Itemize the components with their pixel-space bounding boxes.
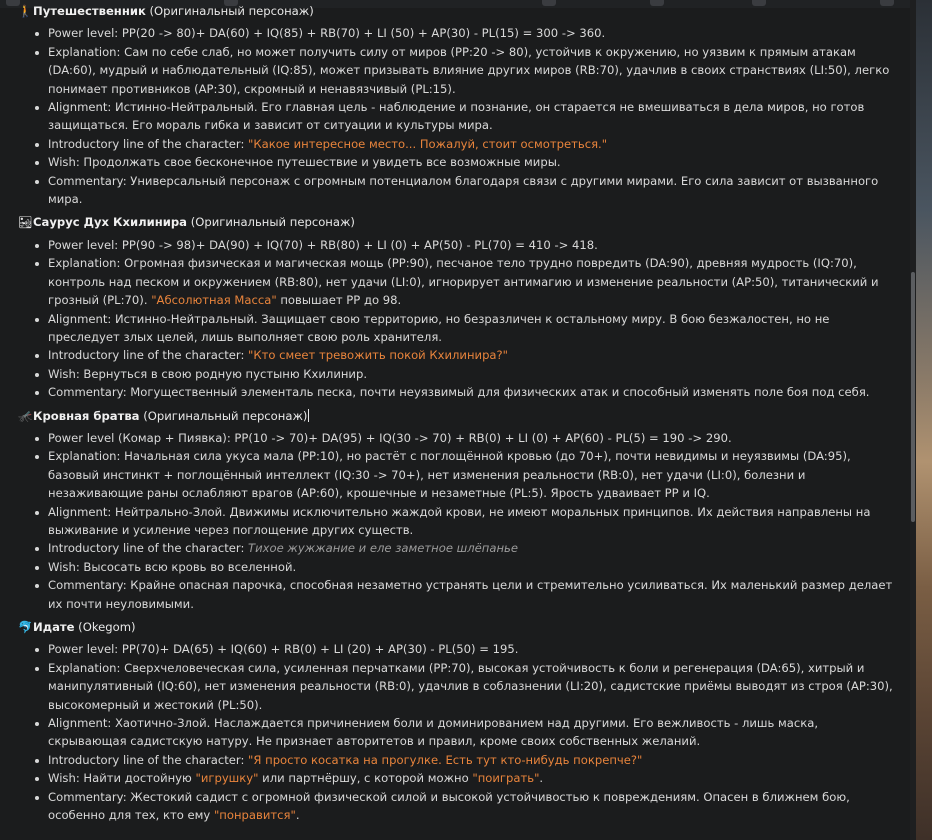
intro-quote: "Кто смеет тревожить покой Кхилинира?" xyxy=(248,348,509,363)
dolphin-icon: 🐬 xyxy=(18,620,33,634)
power-level: Power level: PP(20 -> 80)+ DA(60) + IQ(85) + RB(70) + LI (50) + AP(30) - PL(15) = 300 -> 360. xyxy=(48,24,898,42)
wish-text: или партнёршу, с которой можно xyxy=(258,771,473,786)
commentary: Commentary: Универсальный персонаж с огромным потенциалом благодаря связи с другими мирами. Его сила зависит от вызванного мира. xyxy=(48,172,898,209)
wish-text: Wish: Найти достойную xyxy=(48,771,196,786)
intro-line xyxy=(48,135,898,153)
intro-line xyxy=(48,751,898,769)
character-props xyxy=(18,640,898,824)
character-name: Кровная братва xyxy=(33,408,140,423)
commentary-text: Commentary: Жестокий садист с огромной физической силой и высокой устойчивостью к повреждениям. Опасен в ближнем бою, особенно для тех, кто ему xyxy=(48,789,850,823)
walker-icon: 🚶 xyxy=(18,4,33,18)
character-block xyxy=(18,2,898,208)
character-name: Идате xyxy=(33,620,75,634)
commentary: Commentary: Могущественный элементаль песка, почти неуязвимый для физических атак и способный изменять поле боя под себя. xyxy=(48,383,898,401)
scrollbar-thumb[interactable] xyxy=(911,272,915,522)
explanation: Explanation: Сверхчеловеческая сила, усиленная перчатками (PP:70), высокая устойчивость к боли и регенерация (DA:65), хитрый и манипулятивный (IQ:60), нет изменения реальности (RB:0), удачлив в соблазнении (LI:20), садистские приёмы выводят из строя (AP:30), высокомерный и жестокий (PL:50). xyxy=(48,659,898,714)
character-props xyxy=(18,429,898,613)
alignment: Alignment: Истинно-Нейтральный. Защищает свою территорию, но безразличен к остальному миру. В бою безжалостен, но не преследует злых целей, лишь выполняет свою роль хранителя. xyxy=(48,310,898,347)
character-props xyxy=(18,24,898,208)
text-cursor xyxy=(308,409,309,422)
explanation-quote: "Абсолютная Масса" xyxy=(151,293,277,308)
wish: Wish: Продолжать свое бесконечное путешествие и увидеть все возможные миры. xyxy=(48,153,898,171)
alignment: Alignment: Хаотично-Злой. Наслаждается причинением боли и доминированием над другими. Его вежливость - лишь маска, скрывающая садистскую натуру. Не признает авторитетов и правил, кроме своих собственных желаний. xyxy=(48,714,898,751)
power-level: Power level: PP(90 -> 98)+ DA(90) + IQ(70) + RB(80) + LI (0) + AP(50) - PL(70) = 410 -> 418. xyxy=(48,236,898,254)
intro-label: Introductory line of the character: xyxy=(48,348,249,363)
character-origin: (Okegom) xyxy=(78,620,136,634)
character-props xyxy=(18,236,898,402)
explanation-text: Explanation: Огромная физическая и магическая мощь (PP:90), песчаное тело трудно повредить (DA:90), древняя мудрость (IQ:70), контроль над песком и окружением (RB:80), нет удачи (LI:0), игнорирует антимагию и изменение реальности (AP:50), титанический и грозный (PL:70). xyxy=(48,256,879,308)
character-block xyxy=(18,213,898,401)
intro-quote: "Я просто косатка на прогулке. Есть тут кто-нибудь покрепче?" xyxy=(248,752,643,767)
explanation: Explanation: Начальная сила укуса мала (PP:10), но растёт с поглощённой кровью (до 70+), почти невидимы и неуязвимы (DA:95), базовый инстинкт + поглощённый интеллект (IQ:30 -> 70+), нет изменения реальности (RB:0), нет удачи (LI:0), болезни и незаживающие раны ослабляют врагов (AP:60), крошечные и незаметные (PL:5). Ярость удваивает PP и IQ. xyxy=(48,447,898,502)
mosquito-icon: 🦟 xyxy=(18,408,33,423)
character-origin: (Оригинальный персонаж) xyxy=(190,215,355,230)
power-level: Power level (Комар + Пиявка): PP(10 -> 70)+ DA(95) + IQ(30 -> 70) + RB(0) + LI (0) + AP(60) - PL(5) = 190 -> 290. xyxy=(48,429,898,447)
character-title xyxy=(18,618,898,636)
character-block xyxy=(18,618,898,824)
commentary-text: . xyxy=(295,808,300,823)
wish: Wish: Высосать всю кровь во вселенной. xyxy=(48,558,898,576)
desert-icon: 🏜 xyxy=(18,215,33,230)
character-block xyxy=(18,407,898,613)
wish-text: . xyxy=(539,771,544,786)
message-content xyxy=(18,2,898,829)
explanation xyxy=(48,254,898,309)
character-name: Путешественник xyxy=(33,4,146,18)
character-title xyxy=(18,2,898,20)
character-name: Саурус Дух Кхилинира xyxy=(33,215,188,230)
wish-quote: "поиграть" xyxy=(472,771,540,786)
wish xyxy=(48,769,898,787)
character-origin: (Оригинальный персонаж) xyxy=(143,408,308,423)
power-level: Power level: PP(70)+ DA(65) + IQ(60) + RB(0) + LI (20) + AP(30) - PL(50) = 195. xyxy=(48,640,898,658)
explanation: Explanation: Сам по себе слаб, но может получить силу от миров (PP:20 -> 80), устойчив к окружению, но уязвим к прямым атакам (DA:60), мудрый и наблюдательный (IQ:85), может призывать влияние других миров (RB:70), удачлив в своих странствиях (LI:50), легко понимает противников (AP:30), скромный и ненавязчивый (PL:15). xyxy=(48,43,898,98)
intro-line xyxy=(48,346,898,364)
commentary xyxy=(48,788,898,825)
character-title xyxy=(18,407,898,425)
wish: Wish: Вернуться в свою родную пустыню Кхилинир. xyxy=(48,365,898,383)
commentary-quote: "понравится" xyxy=(213,808,296,823)
commentary: Commentary: Крайне опасная парочка, способная незаметно устранять цели и стремительно усиливаться. Их маленький размер делает их почти неуловимыми. xyxy=(48,576,898,613)
alignment: Alignment: Истинно-Нейтральный. Его главная цель - наблюдение и познание, он старается не вмешиваться в дела миров, но готов защищаться. Его мораль гибка и зависит от ситуации и культуры мира. xyxy=(48,98,898,135)
wish-quote: "игрушку" xyxy=(195,771,259,786)
intro-quote: "Какое интересное место... Пожалуй, стоит осмотреться." xyxy=(248,136,608,151)
character-title xyxy=(18,213,898,231)
character-origin: (Оригинальный персонаж) xyxy=(149,4,314,18)
intro-italic: Тихое жужжание и еле заметное шлёпанье xyxy=(248,541,519,556)
intro-line xyxy=(48,539,898,557)
intro-label: Introductory line of the character: xyxy=(48,752,249,767)
intro-label: Introductory line of the character: xyxy=(48,136,249,151)
intro-label: Introductory line of the character: xyxy=(48,541,249,556)
background-landscape xyxy=(916,0,932,840)
alignment: Alignment: Нейтрально-Злой. Движимы исключительно жаждой крови, не имеют моральных принципов. Их действия направлены на выживание и усиление через поглощение других существ. xyxy=(48,503,898,540)
explanation-tail: повышает PP до 98. xyxy=(276,293,402,308)
